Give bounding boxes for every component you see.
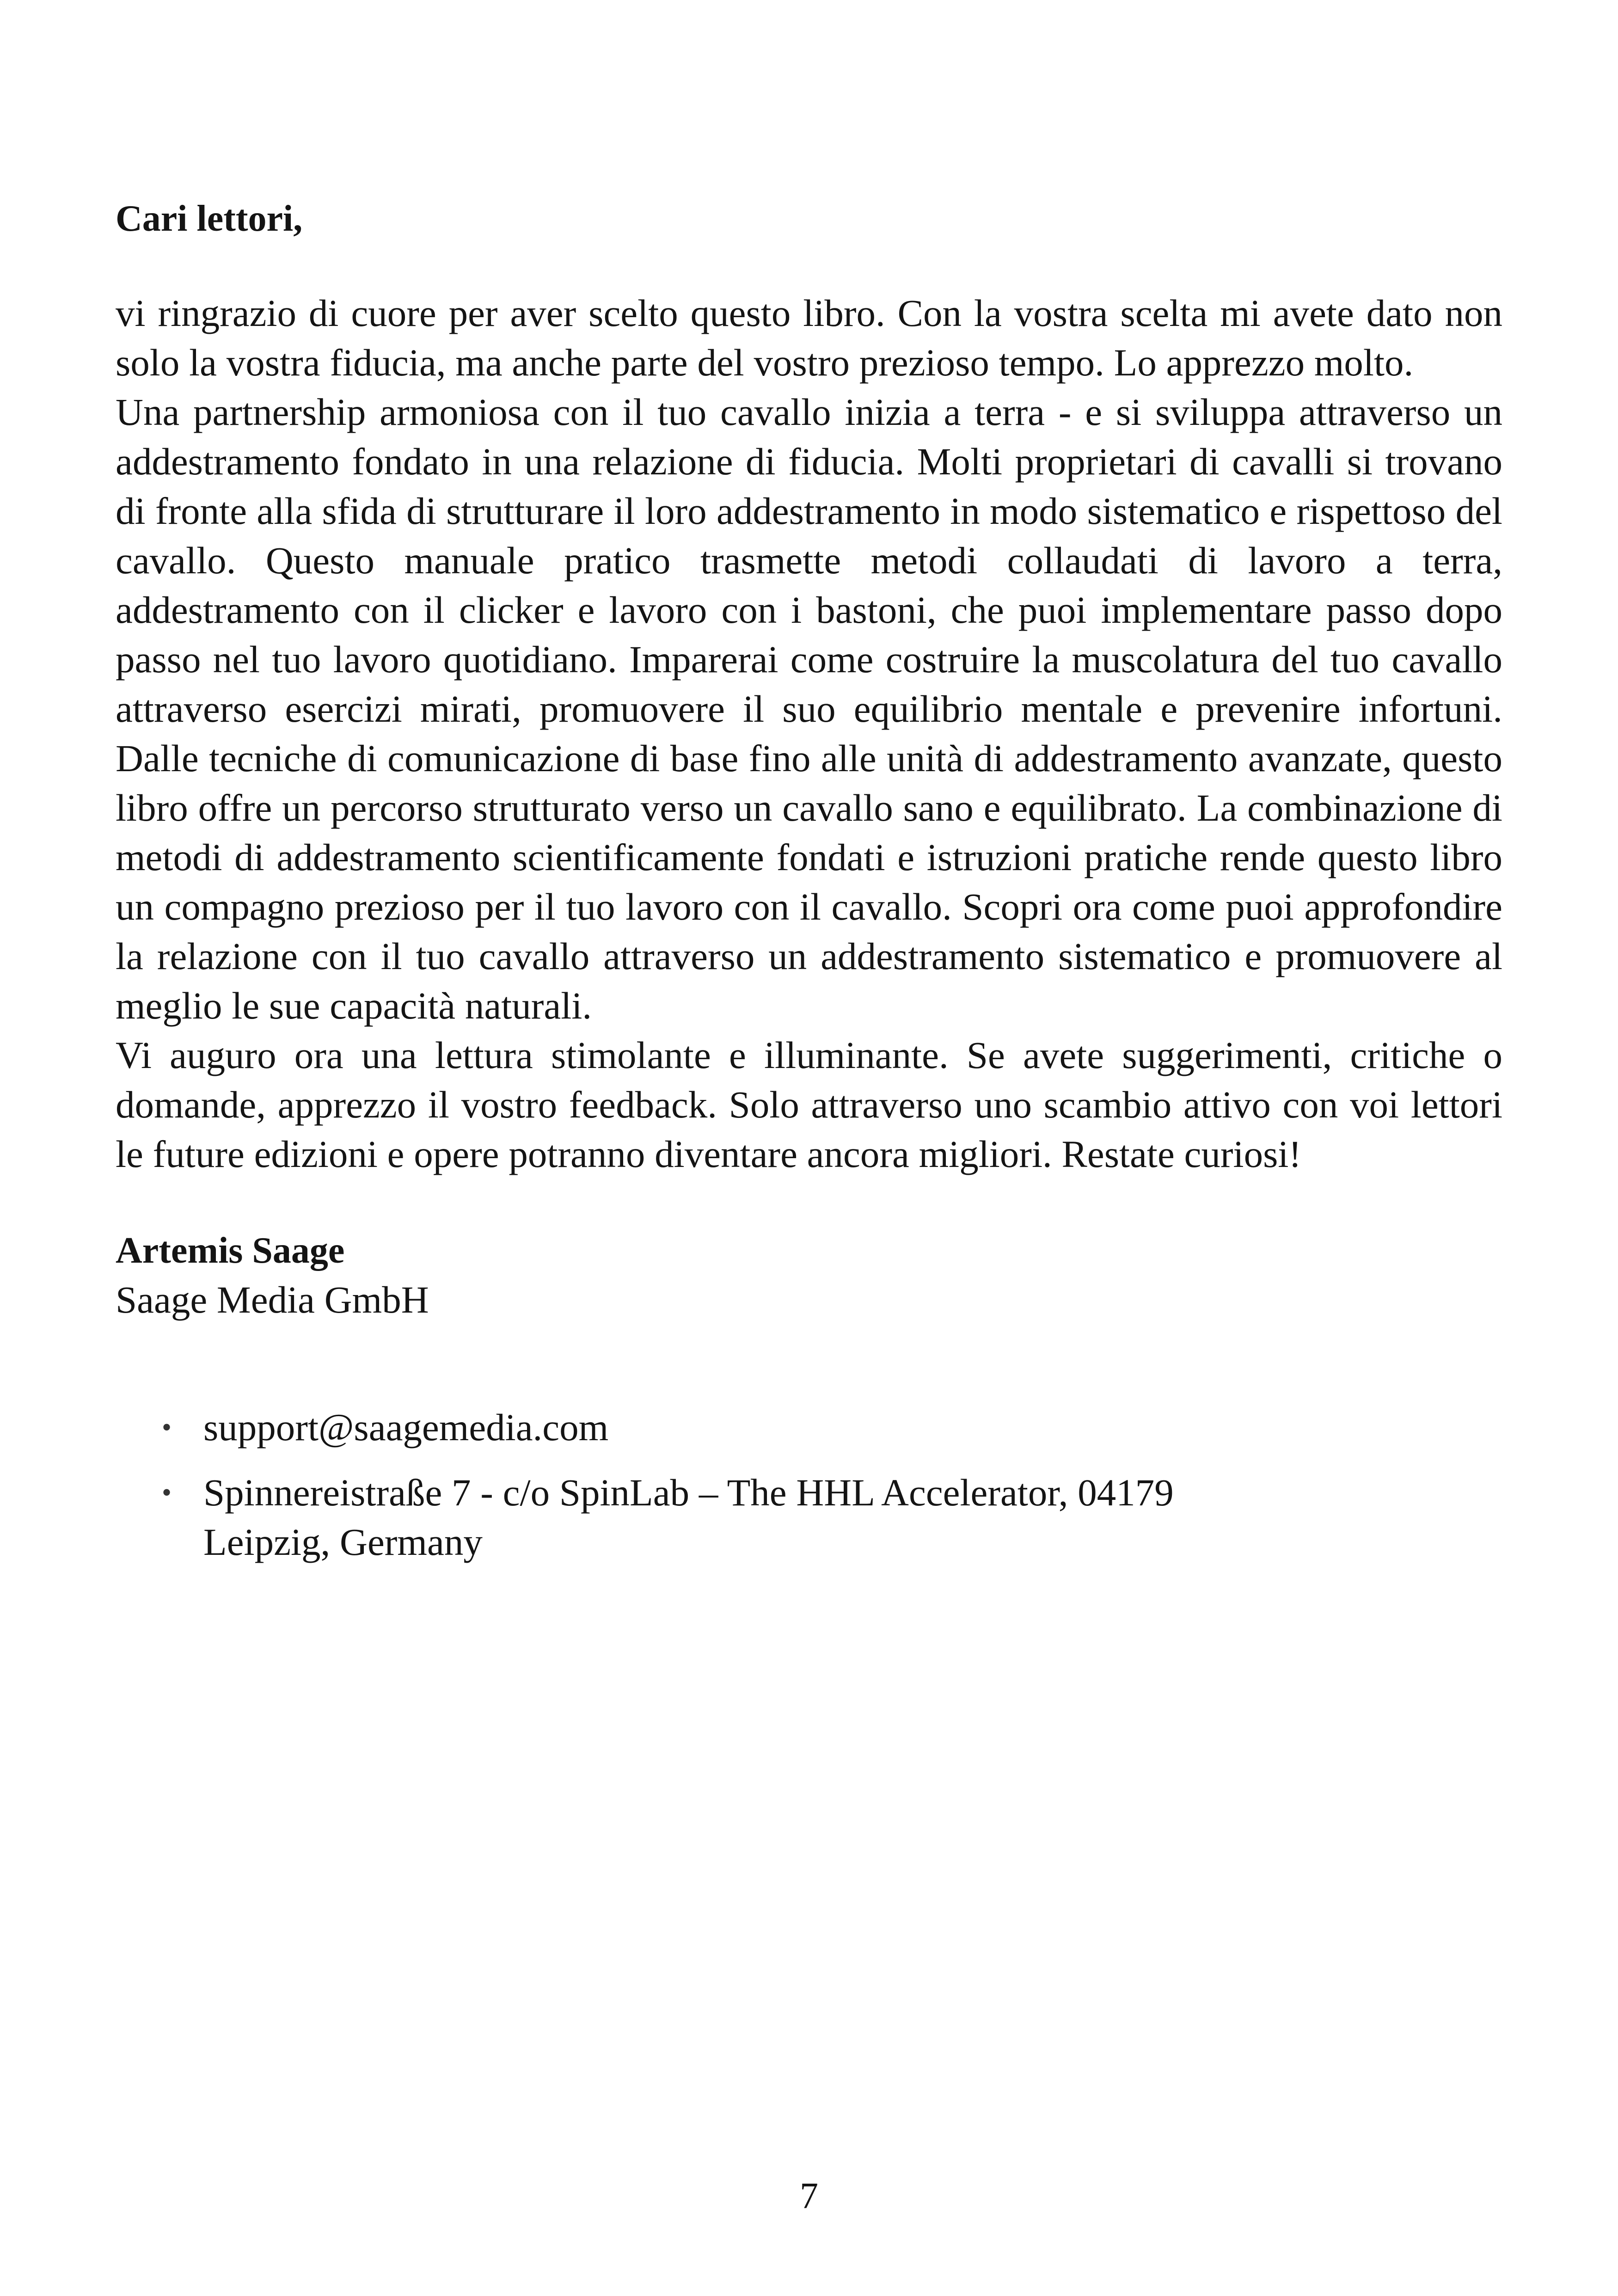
company-name: Saage Media GmbH [116,1278,429,1321]
letter-page [116,194,1502,1583]
contact-email [116,1403,1502,1452]
page-number: 7 [800,2176,818,2216]
salutation: Cari lettori, [116,198,303,239]
bullet-icon: • [162,1412,172,1443]
paragraph-book-description: Una partnership armoniosa con il tuo cavallo inizia a terra - e si sviluppa attraverso un addestramento fondato in una relazione di fiducia. Molti proprietari di cavalli si trovano di fronte alla sfida di strutturare il loro addestramento in modo sistematico e rispettoso del cavallo. Questo manuale pratico trasmette metodi collaudati di lavoro a terra, addestramento con il clicker e lavoro con i bastoni, che puoi implementare passo dopo passo nel tuo lavoro quotidiano. Imparerai come costruire la muscolatura del tuo cavallo attraverso esercizi mirati, promuovere il suo equilibrio mentale e prevenire infortuni. Dalle tecniche di comunicazione di base fino alle unità di addestramento avanzate, questo libro offre un percorso strutturato verso un cavallo sano e equilibrato. La combinazione di metodi di addestramento scientificamente fondati e istruzioni pratiche rende questo libro un compagno prezioso per il tuo lavoro con il cavallo. Scopri ora come puoi approfondire la relazione con il tuo cavallo attraverso un addestramento sistematico e promuovere al meglio le sue capacità naturali. [116,391,1502,1027]
email-text: support@saagemedia.com [203,1406,609,1449]
contact-list [116,1403,1502,1567]
contact-address [116,1468,1502,1567]
author-name: Artemis Saage [116,1230,345,1271]
paragraph-thanks: vi ringrazio di cuore per aver scelto questo libro. Con la vostra scelta mi avete dato non solo la vostra fiducia, ma anche parte del vostro prezioso tempo. Lo apprezzo molto. [116,292,1502,384]
address-line-1: Spinnereistraße 7 - c/o SpinLab – The HHL Accelerator, 04179 [203,1471,1174,1514]
paragraph-closing: Vi auguro ora una lettura stimolante e illuminante. Se avete suggerimenti, critiche o domande, apprezzo il vostro feedback. Solo attraverso uno scambio attivo con voi lettori le future edizioni e opere potranno diventare ancora migliori. Restate curiosi! [116,1034,1502,1175]
address-line-2: Leipzig, Germany [203,1521,483,1563]
bullet-icon: • [162,1477,172,1508]
